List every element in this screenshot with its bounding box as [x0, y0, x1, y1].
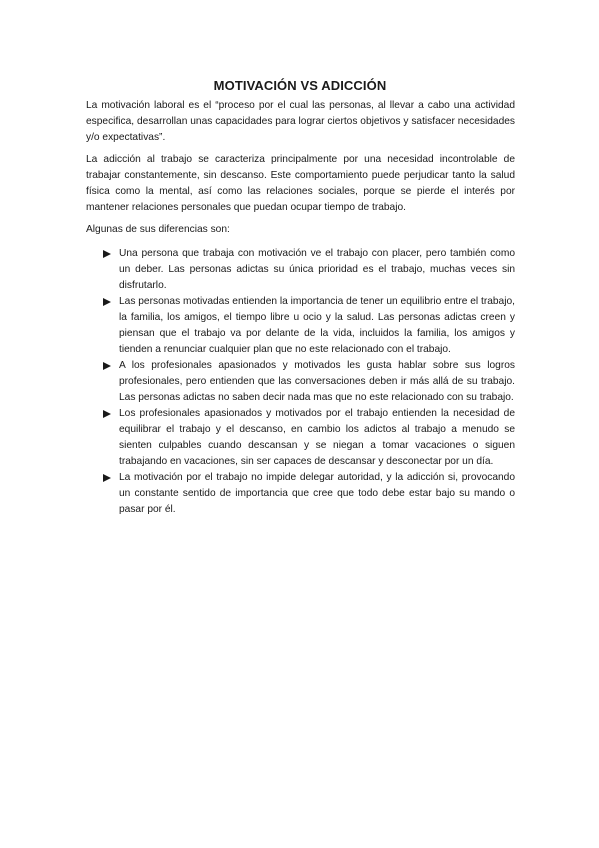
list-item [86, 470, 515, 518]
differences-list [86, 246, 515, 518]
list-item [86, 406, 515, 470]
list-item-text: Una persona que trabaja con motivación ve el trabajo con placer, pero también como un deber. Las personas adictas su única prioridad es el trabajo, muchas veces sin disfrutarlo. [119, 248, 515, 291]
paragraph-addiction: La adicción al trabajo se caracteriza principalmente por una necesidad incontrolable de trabajar constantemente, sin descanso. Este comportamiento puede perjudicar tanto la salud física como la mental, así como las relaciones sociales, porque se pierde el interés por mantener relaciones personales que puedan ocupar tiempo de trabajo. [86, 154, 515, 213]
list-item-text: Los profesionales apasionados y motivados por el trabajo entienden la necesidad de equilibrar el trabajo y el descanso, en cambio los adictos al trabajo a menudo se sienten culpables cuando descansan y se niegan a tomar vacaciones o siguen trabajando en vacaciones, sin ser capaces de descansar y desconectar por un día. [119, 408, 515, 467]
paragraph-differences-intro: Algunas de sus diferencias son: [86, 224, 230, 235]
document-body [86, 98, 515, 518]
list-item [86, 294, 515, 358]
list-item [86, 246, 515, 294]
arrowhead-bullet-icon [103, 250, 111, 258]
list-item-text: Las personas motivadas entienden la importancia de tener un equilibrio entre el trabajo, la familia, los amigos, el tiempo libre u ocio y la salud. Las personas adictas creen y piensan que el trabajo va por delante de la vida, incluidos la familia, los amigos y tienden a renunciar cualquier plan que no este relacionado con el trabajo. [119, 296, 515, 355]
arrowhead-bullet-icon [103, 410, 111, 418]
list-item-text: A los profesionales apasionados y motivados les gusta hablar sobre sus logros profesionales, pero entienden que las conversaciones deben ir más allá de su trabajo. Las personas adictas no saben decir nada mas que no este relacionado con su trabajo. [119, 360, 515, 403]
document-title: MOTIVACIÓN VS ADICCIÓN [213, 78, 387, 93]
arrowhead-bullet-icon [103, 298, 111, 306]
arrowhead-bullet-icon [103, 474, 111, 482]
list-item [86, 358, 515, 406]
arrowhead-bullet-icon [103, 362, 111, 370]
list-item-text: La motivación por el trabajo no impide delegar autoridad, y la adicción si, provocando un constante sentido de importancia que cree que todo debe estar bajo su mando o pasar por él. [119, 472, 515, 515]
paragraph-definition: La motivación laboral es el “proceso por el cual las personas, al llevar a cabo una actividad especifica, desarrollan unas capacidades para lograr ciertos objetivos y satisfacer necesidades y/o expectativas”. [86, 100, 515, 143]
